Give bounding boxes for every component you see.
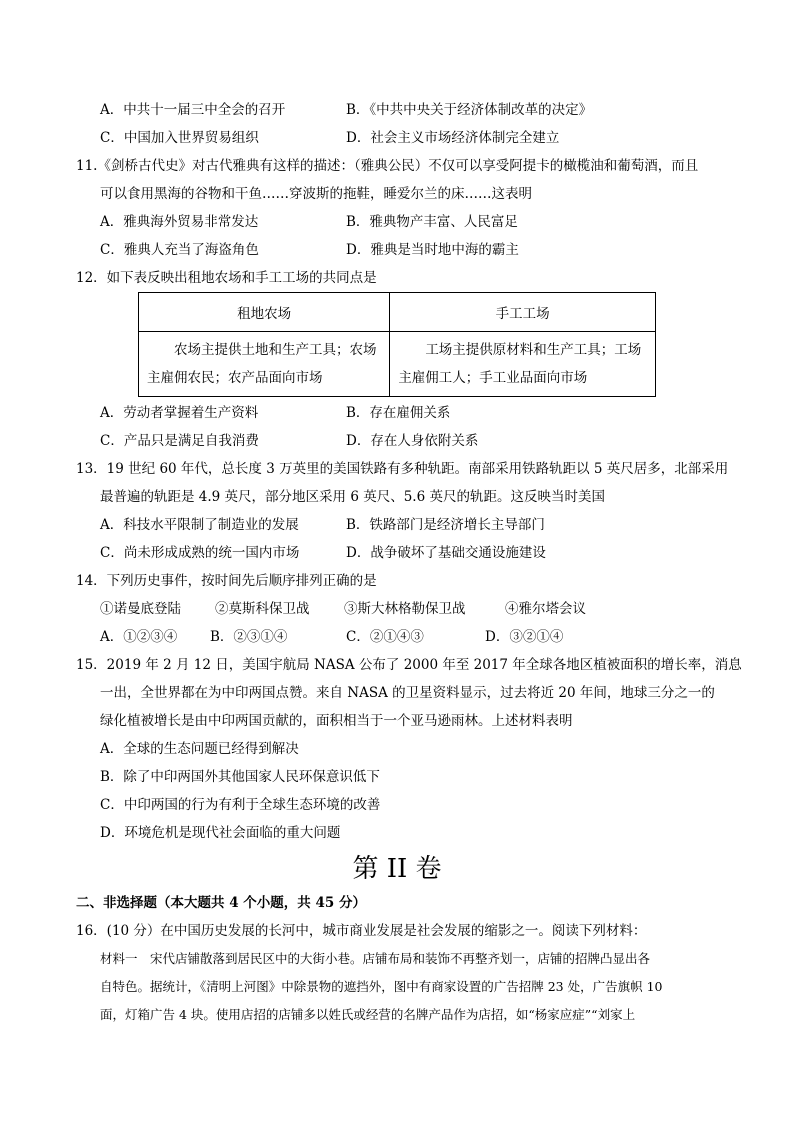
q14-option-b: B．②③①④: [210, 629, 288, 645]
q14-stem: 14．下列历史事件，按时间先后顺序排列正确的是: [76, 573, 377, 589]
q11-option-b: B．雅典物产丰富、人民富足: [346, 214, 518, 230]
q12-option-c: C．产品只是满足自我消费: [100, 433, 259, 449]
q14-event-4: ④雅尔塔会议: [505, 601, 586, 617]
q14-event-2: ②莫斯科保卫战: [215, 601, 310, 617]
q13-option-d: D．战争破坏了基础交通设施建设: [346, 545, 546, 561]
q13-stem-line1: 13．19 世纪 60 年代，总长度 3 万英里的美国铁路有多种轨距。南部采用铁路轨距以 5 英尺居多，北部采用: [76, 461, 729, 477]
q10-option-b: B．《中共中央关于经济体制改革的决定》: [346, 102, 593, 118]
q11-option-d: D．雅典是当时地中海的霸主: [346, 242, 519, 258]
q14-option-d: D．③②①④: [485, 629, 564, 645]
table-row: [139, 332, 656, 397]
q15-option-c: C．中印两国的行为有利于全球生态环境的改善: [100, 797, 381, 813]
q11-stem-line2: 可以食用黑海的谷物和干鱼……穿波斯的拖鞋，睡爱尔兰的床……这表明: [100, 186, 532, 202]
table-cell-farm: 农场主提供土地和生产工具；农场主雇佣农民；农产品面向市场: [139, 332, 390, 397]
q14-event-1: ①诺曼底登陆: [100, 601, 181, 617]
q11-option-c: C．雅典人充当了海盗角色: [100, 242, 259, 258]
table-header-workshop: 手工工场: [390, 293, 656, 332]
q11-option-a: A．雅典海外贸易非常发达: [100, 214, 259, 230]
q13-option-a: A．科技水平限制了制造业的发展: [100, 517, 299, 533]
q10-option-d: D．社会主义市场经济体制完全建立: [346, 130, 560, 146]
q11-stem-line1: 11.《剑桥古代史》对古代雅典有这样的描述：（雅典公民）不仅可以享受阿提卡的橄榄油和葡萄酒，而且: [76, 158, 699, 174]
q12-option-b: B．存在雇佣关系: [346, 405, 451, 421]
q14-event-3: ③斯大林格勒保卫战: [344, 601, 466, 617]
q15-stem-line2: 一出，全世界都在为中印两国点赞。来自 NASA 的卫星资料显示，过去将近 20 年间，地球三分之一的: [100, 685, 715, 701]
q14-option-c: C．②①④③: [346, 629, 424, 645]
q14-option-a: A．①②③④: [100, 629, 178, 645]
table-cell-workshop: 工场主提供原材料和生产工具；工场主雇佣工人；手工业品面向市场: [390, 332, 656, 397]
q13-option-b: B．铁路部门是经济增长主导部门: [346, 517, 545, 533]
q13-option-c: C．尚未形成成熟的统一国内市场: [100, 545, 300, 561]
q16-material-line3: 面，灯箱广告 4 块。使用店招的店铺多以姓氏或经营的名牌产品作为店招，如“杨家应症”“刘家上: [100, 1007, 636, 1022]
q15-stem-line1: 15．2019 年 2 月 12 日，美国宇航局 NASA 公布了 2000 年至 2017 年全球各地区植被面积的增长率，消息: [76, 657, 742, 673]
q15-option-a: A．全球的生态问题已经得到解决: [100, 741, 299, 757]
section-title: 第 II 卷: [352, 854, 442, 884]
q10-option-c: C．中国加入世界贸易组织: [100, 130, 259, 146]
section-heading: 二、非选择题（本大题共 4 个小题，共 45 分）: [76, 895, 366, 911]
q15-stem-line3: 绿化植被增长是由中印两国贡献的，面积相当于一个亚马逊雨林。上述材料表明: [100, 713, 573, 729]
q12-stem: 12．如下表反映出租地农场和手工工场的共同点是: [76, 270, 377, 286]
q12-comparison-table: [138, 292, 656, 397]
q15-option-b: B．除了中印两国外其他国家人民环保意识低下: [100, 769, 380, 785]
q12-option-a: A．劳动者掌握着生产资料: [100, 405, 259, 421]
table-header-row: [139, 293, 656, 332]
q16-stem: 16．(10 分）在中国历史发展的长河中，城市商业发展是社会发展的缩影之一。阅读下列材料：: [76, 923, 647, 939]
q16-material-line1: 材料一 宋代店铺散落到居民区中的大街小巷。店铺布局和装饰不再整齐划一，店铺的招牌凸显出各: [100, 951, 651, 966]
table-header-farm: 租地农场: [139, 293, 390, 332]
q16-material-line2: 自特色。据统计，《清明上河图》中除景物的遮挡外，图中有商家设置的广告招牌 23 处，广告旗帜 10: [100, 979, 663, 994]
q15-option-d: D．环境危机是现代社会面临的重大问题: [100, 825, 341, 841]
q13-stem-line2: 最普遍的轨距是 4.9 英尺，部分地区采用 6 英尺、5.6 英尺的轨距。这反映当时美国: [100, 489, 605, 505]
q12-option-d: D．存在人身依附关系: [346, 433, 479, 449]
q10-option-a: A．中共十一届三中全会的召开: [100, 102, 286, 118]
